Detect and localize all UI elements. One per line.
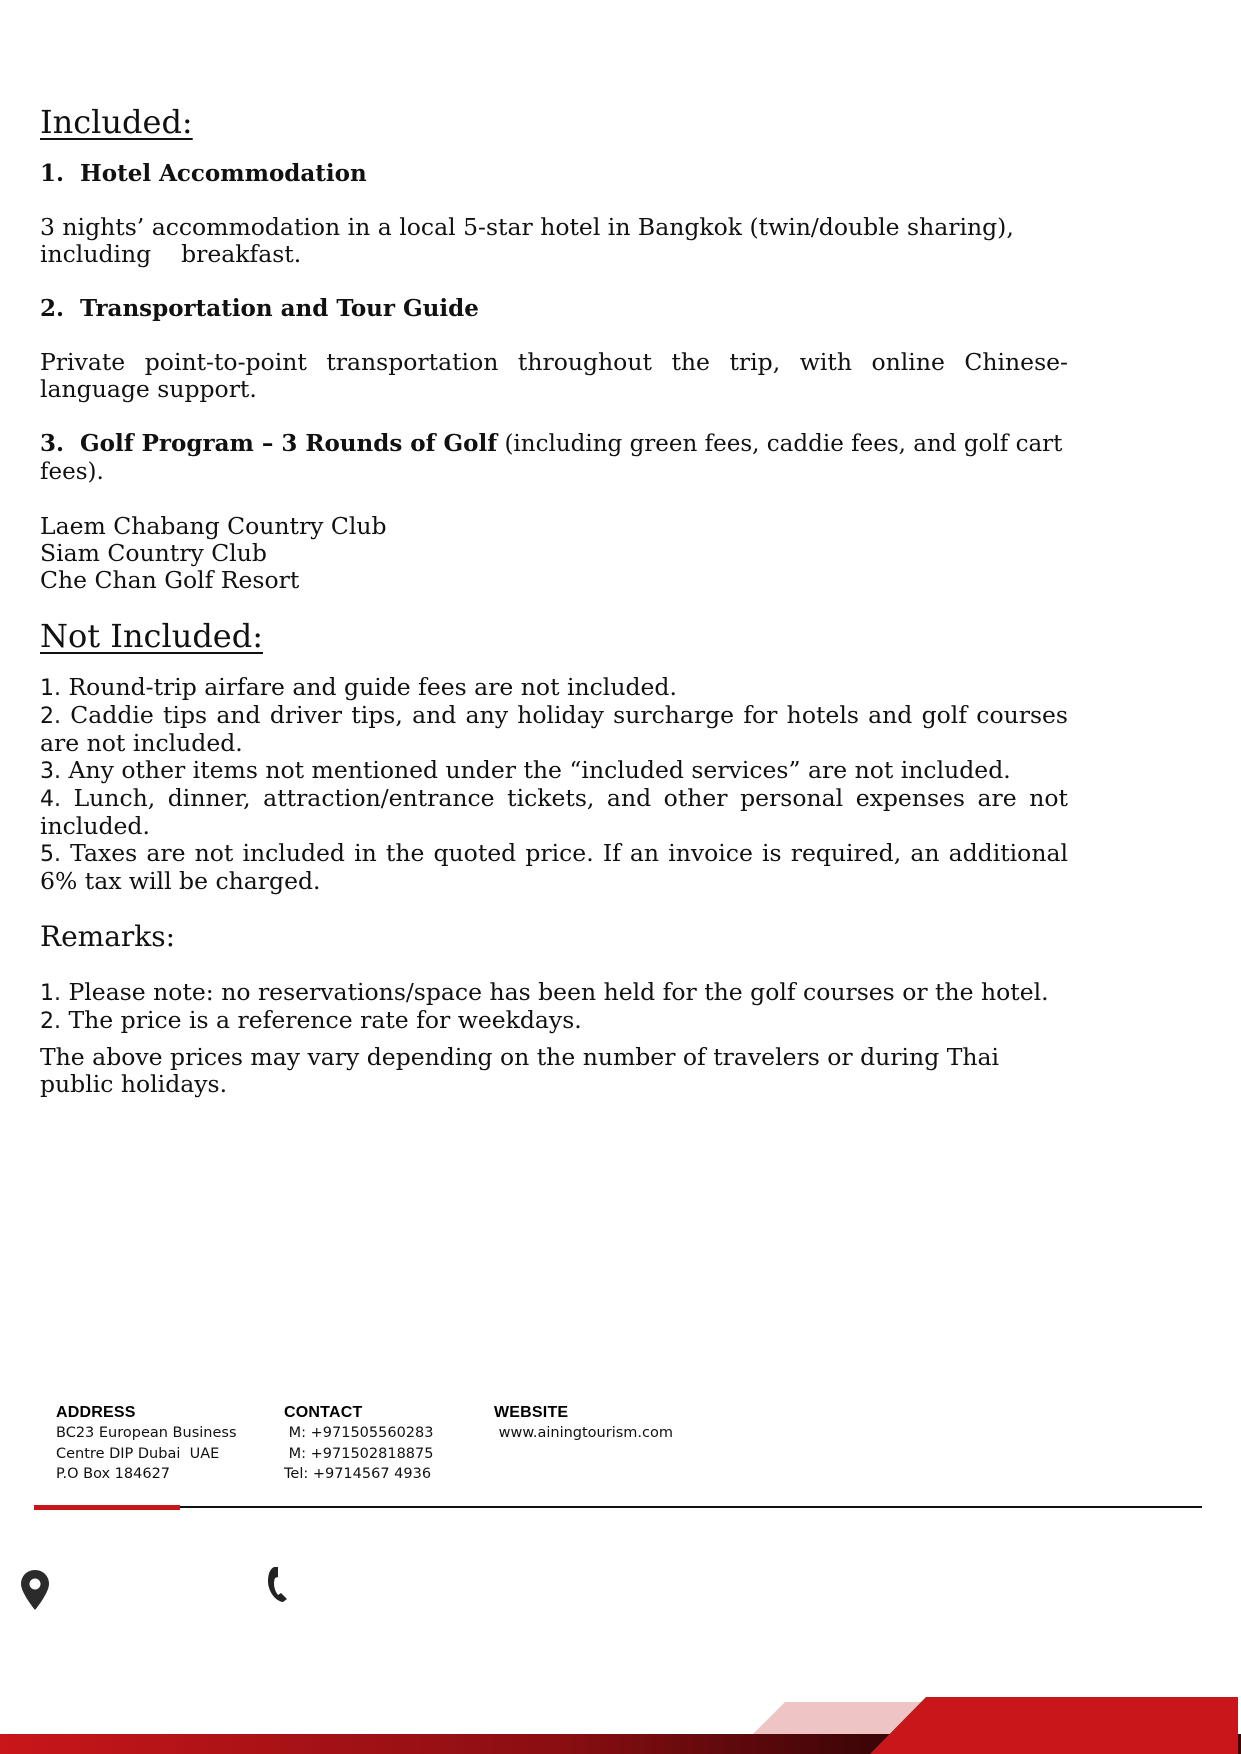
item-text: Round-trip airfare and guide fees are not included.: [68, 673, 677, 701]
included-heading: Included:: [40, 103, 193, 141]
golf-course-1: Laem Chabang Country Club: [40, 512, 387, 540]
item-text: The price is a reference rate for weekdays.: [68, 1006, 582, 1034]
contact-mobile-2[interactable]: M: +971502818875: [284, 1445, 434, 1462]
not-included-heading: Not Included:: [40, 617, 263, 655]
item-number: 5.: [40, 842, 61, 867]
map-pin-icon: [20, 1569, 50, 1611]
item-number: 2.: [40, 295, 65, 322]
not-included-item-2: [40, 702, 1068, 757]
address-line-3: P.O Box 184627: [56, 1466, 171, 1482]
not-included-item-3: [40, 757, 1068, 785]
item-text: Please note: no reservations/space has been held for the golf courses or the hotel.: [68, 978, 1049, 1006]
contact-tel[interactable]: Tel: +9714567 4936: [284, 1466, 432, 1482]
item-title: Transportation and Tour Guide: [80, 295, 479, 322]
page-content: [40, 102, 1068, 1098]
red-parallelogram: [870, 1697, 1238, 1754]
website-label: WEBSITE: [494, 1404, 569, 1421]
item-title: Hotel Accommodation: [80, 160, 367, 187]
address-label: ADDRESS: [56, 1404, 136, 1421]
website-link[interactable]: www.ainingtourism.com: [494, 1425, 673, 1441]
item-number: 3.: [40, 430, 65, 457]
item-number: 2.: [40, 704, 61, 729]
not-included-item-1: [40, 674, 1068, 702]
contact-mobile-1[interactable]: M: +971505560283: [284, 1425, 434, 1441]
item-number: 4.: [40, 787, 61, 812]
footer-address: [56, 1403, 237, 1485]
item-title: Golf Program – 3 Rounds of Golf: [80, 430, 498, 457]
footer-contact: [284, 1403, 433, 1485]
item-text: Any other items not mentioned under the “included services” are not included.: [68, 756, 1011, 784]
item-text: Caddie tips and driver tips, and any holiday surcharge for hotels and golf courses are not included.: [40, 701, 1068, 757]
remarks-section-header: [40, 919, 1068, 955]
item-number: 1.: [40, 676, 61, 701]
included-item-2-title: [40, 295, 1068, 322]
remark-item-2: [40, 1007, 1068, 1035]
golf-course-2: Siam Country Club: [40, 539, 267, 567]
golf-course-3: Che Chan Golf Resort: [40, 566, 300, 594]
phone-icon: [265, 1565, 295, 1605]
item-number: 1.: [40, 160, 65, 187]
footer-divider-line: [180, 1506, 1202, 1508]
included-item-1-body-line-2: including breakfast.: [40, 240, 302, 268]
included-item-2-body: Private point-to-point transportation throughout the trip, with online Chinese-language support.: [40, 348, 1068, 403]
item-number: 3.: [40, 759, 61, 784]
item-title-suffix: (including green fees, caddie fees, and golf cart fees).: [40, 431, 1063, 485]
item-text: Lunch, dinner, attraction/entrance tickets, and other personal expenses are not included.: [40, 784, 1068, 840]
not-included-item-5: [40, 840, 1068, 895]
footer-website: [494, 1403, 673, 1444]
included-item-3-title: [40, 430, 1068, 486]
not-included-section-header: [40, 616, 1068, 656]
footer-divider-accent: [34, 1505, 180, 1510]
included-item-1-title: [40, 160, 1068, 187]
not-included-item-4: [40, 785, 1068, 840]
included-item-1-body-line-1: 3 nights’ accommodation in a local 5-star hotel in Bangkok (twin/double sharing),: [40, 213, 1014, 241]
contact-label: CONTACT: [284, 1404, 363, 1421]
item-text: Taxes are not included in the quoted price. If an invoice is required, an additional 6% tax will be charged.: [40, 839, 1068, 895]
included-section-header: [40, 102, 1068, 142]
remark-item-1: [40, 979, 1068, 1007]
footer-decoration: [0, 1690, 1241, 1754]
address-line-2: Centre DIP Dubai UAE: [56, 1445, 220, 1462]
remarks-note: The above prices may vary depending on the number of travelers or during Thai public holidays.: [40, 1043, 1000, 1098]
item-number: 1.: [40, 981, 61, 1006]
remarks-heading: Remarks:: [40, 920, 176, 953]
address-line-1: BC23 European Business: [56, 1425, 237, 1441]
item-number: 2.: [40, 1009, 61, 1034]
